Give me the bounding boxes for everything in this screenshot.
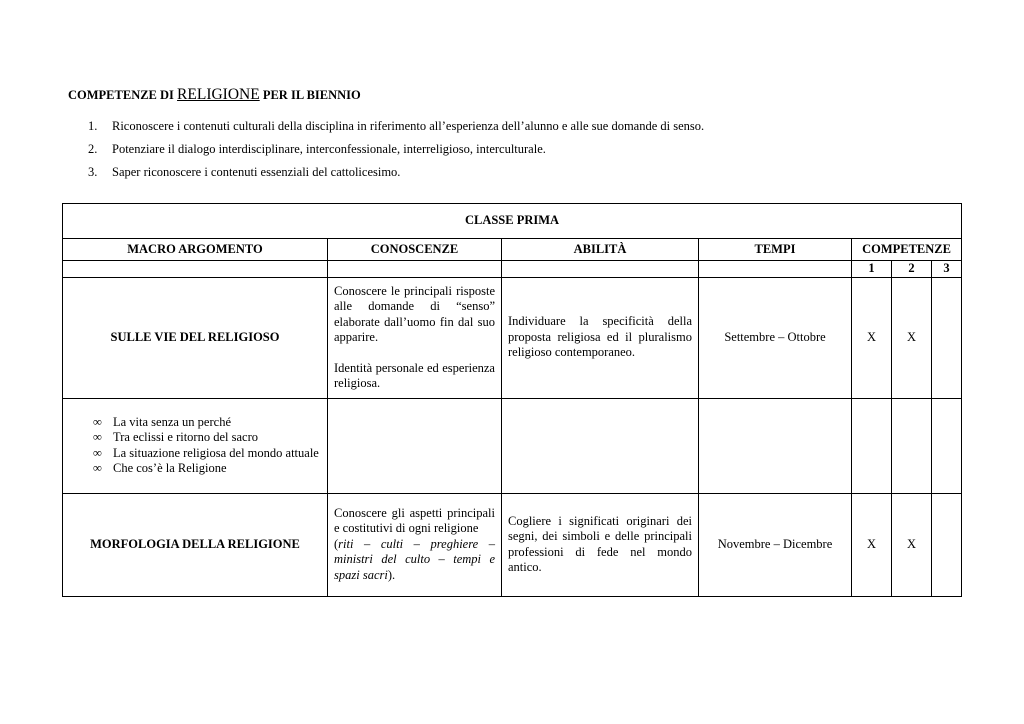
- objective-text: Riconoscere i contenuti culturali della disciplina in riferimento all’esperienza dell’alunno e alle sue domande di senso.: [112, 119, 705, 133]
- conoscenze-cell: [328, 277, 502, 398]
- conoscenze-text: Identità personale ed esperienza religiosa.: [334, 360, 495, 390]
- list-item: [69, 415, 321, 431]
- abilita-text: Cogliere i significati originari dei segni, dei simboli e delle principali professioni di fede nel mondo antico.: [502, 493, 699, 596]
- objective-number: 3.: [88, 165, 98, 179]
- empty-cell: [502, 261, 699, 278]
- competence-mark: [932, 493, 962, 596]
- header-abilita: ABILITÀ: [502, 239, 699, 261]
- objectives-list: [88, 118, 704, 187]
- topic-text: La vita senza un perché: [113, 414, 231, 429]
- infinity-bullet-icon: ∞: [93, 414, 102, 429]
- objective-item: [88, 141, 704, 164]
- infinity-bullet-icon: ∞: [93, 461, 102, 475]
- macro-topic: SULLE VIE DEL RELIGIOSO: [63, 277, 328, 398]
- objective-number: 1.: [88, 119, 98, 133]
- infinity-bullet-icon: ∞: [93, 445, 102, 460]
- empty-cell: [932, 398, 962, 493]
- topic-text: La situazione religiosa del mondo attuale: [113, 445, 319, 460]
- title-prefix: COMPETENZE DI: [68, 88, 178, 102]
- macro-topic: MORFOLOGIA DELLA RELIGIONE: [63, 493, 328, 596]
- competence-number-2: 2: [892, 261, 932, 278]
- competence-mark: X: [892, 277, 932, 398]
- empty-cell: [699, 261, 852, 278]
- empty-cell: [699, 398, 852, 493]
- conoscenze-text: Conoscere gli aspetti principali e costitutivi di ogni religione: [334, 505, 495, 536]
- header-tempi: TEMPI: [699, 239, 852, 261]
- competence-mark: X: [852, 493, 892, 596]
- competence-mark: [932, 277, 962, 398]
- tempi-text: Settembre – Ottobre: [699, 277, 852, 398]
- empty-cell: [852, 398, 892, 493]
- competence-number-1: 1: [852, 261, 892, 278]
- abilita-text: Individuare la specificità della proposta religiosa ed il pluralismo religioso contemporaneo.: [502, 277, 699, 398]
- header-macro: MACRO ARGOMENTO: [63, 239, 328, 261]
- conoscenze-cell: [328, 493, 502, 596]
- list-item: [69, 446, 321, 462]
- table-row: [63, 398, 962, 493]
- infinity-bullet-icon: ∞: [93, 430, 102, 444]
- empty-cell: [502, 398, 699, 493]
- title-suffix: PER IL BIENNIO: [259, 88, 361, 102]
- curriculum-table: [62, 203, 962, 597]
- empty-cell: [328, 398, 502, 493]
- list-item: [69, 461, 321, 477]
- conoscenze-paren: (: [334, 536, 339, 551]
- conoscenze-paren: ).: [387, 567, 396, 582]
- topics-cell: [63, 398, 328, 493]
- competence-mark: X: [892, 493, 932, 596]
- class-title-row: [63, 204, 962, 239]
- conoscenze-text: Conoscere le principali risposte alle domande di “senso” elaborate dall’uomo fin dal suo apparire.: [334, 283, 495, 344]
- table-row: [63, 277, 962, 398]
- competence-number-3: 3: [932, 261, 962, 278]
- document-title: [68, 86, 361, 104]
- table-row: [63, 493, 962, 596]
- objective-number: 2.: [88, 142, 98, 156]
- objective-text: Saper riconoscere i contenuti essenziali del cattolicesimo.: [112, 165, 401, 179]
- topics-list: [69, 415, 321, 477]
- header-competenze: COMPETENZE: [852, 239, 962, 261]
- empty-cell: [892, 398, 932, 493]
- objective-item: [88, 164, 704, 187]
- tempi-text: Novembre – Dicembre: [699, 493, 852, 596]
- empty-cell: [328, 261, 502, 278]
- list-item: [69, 430, 321, 446]
- topic-text: Tra eclissi e ritorno del sacro: [113, 430, 258, 444]
- empty-cell: [63, 261, 328, 278]
- competence-number-row: [63, 261, 962, 278]
- objective-item: [88, 118, 704, 141]
- topic-text: Che cos’è la Religione: [113, 461, 227, 475]
- competence-mark: X: [852, 277, 892, 398]
- header-conoscenze: CONOSCENZE: [328, 239, 502, 261]
- objective-text: Potenziare il dialogo interdisciplinare, interconfessionale, interreligioso, interculturale.: [112, 142, 546, 156]
- class-title: CLASSE PRIMA: [63, 204, 962, 239]
- conoscenze-italic-text: riti – culti – preghiere – ministri del culto – tempi e spazi sacri: [334, 536, 495, 582]
- title-subject: RELIGIONE: [177, 86, 260, 103]
- header-row: [63, 239, 962, 261]
